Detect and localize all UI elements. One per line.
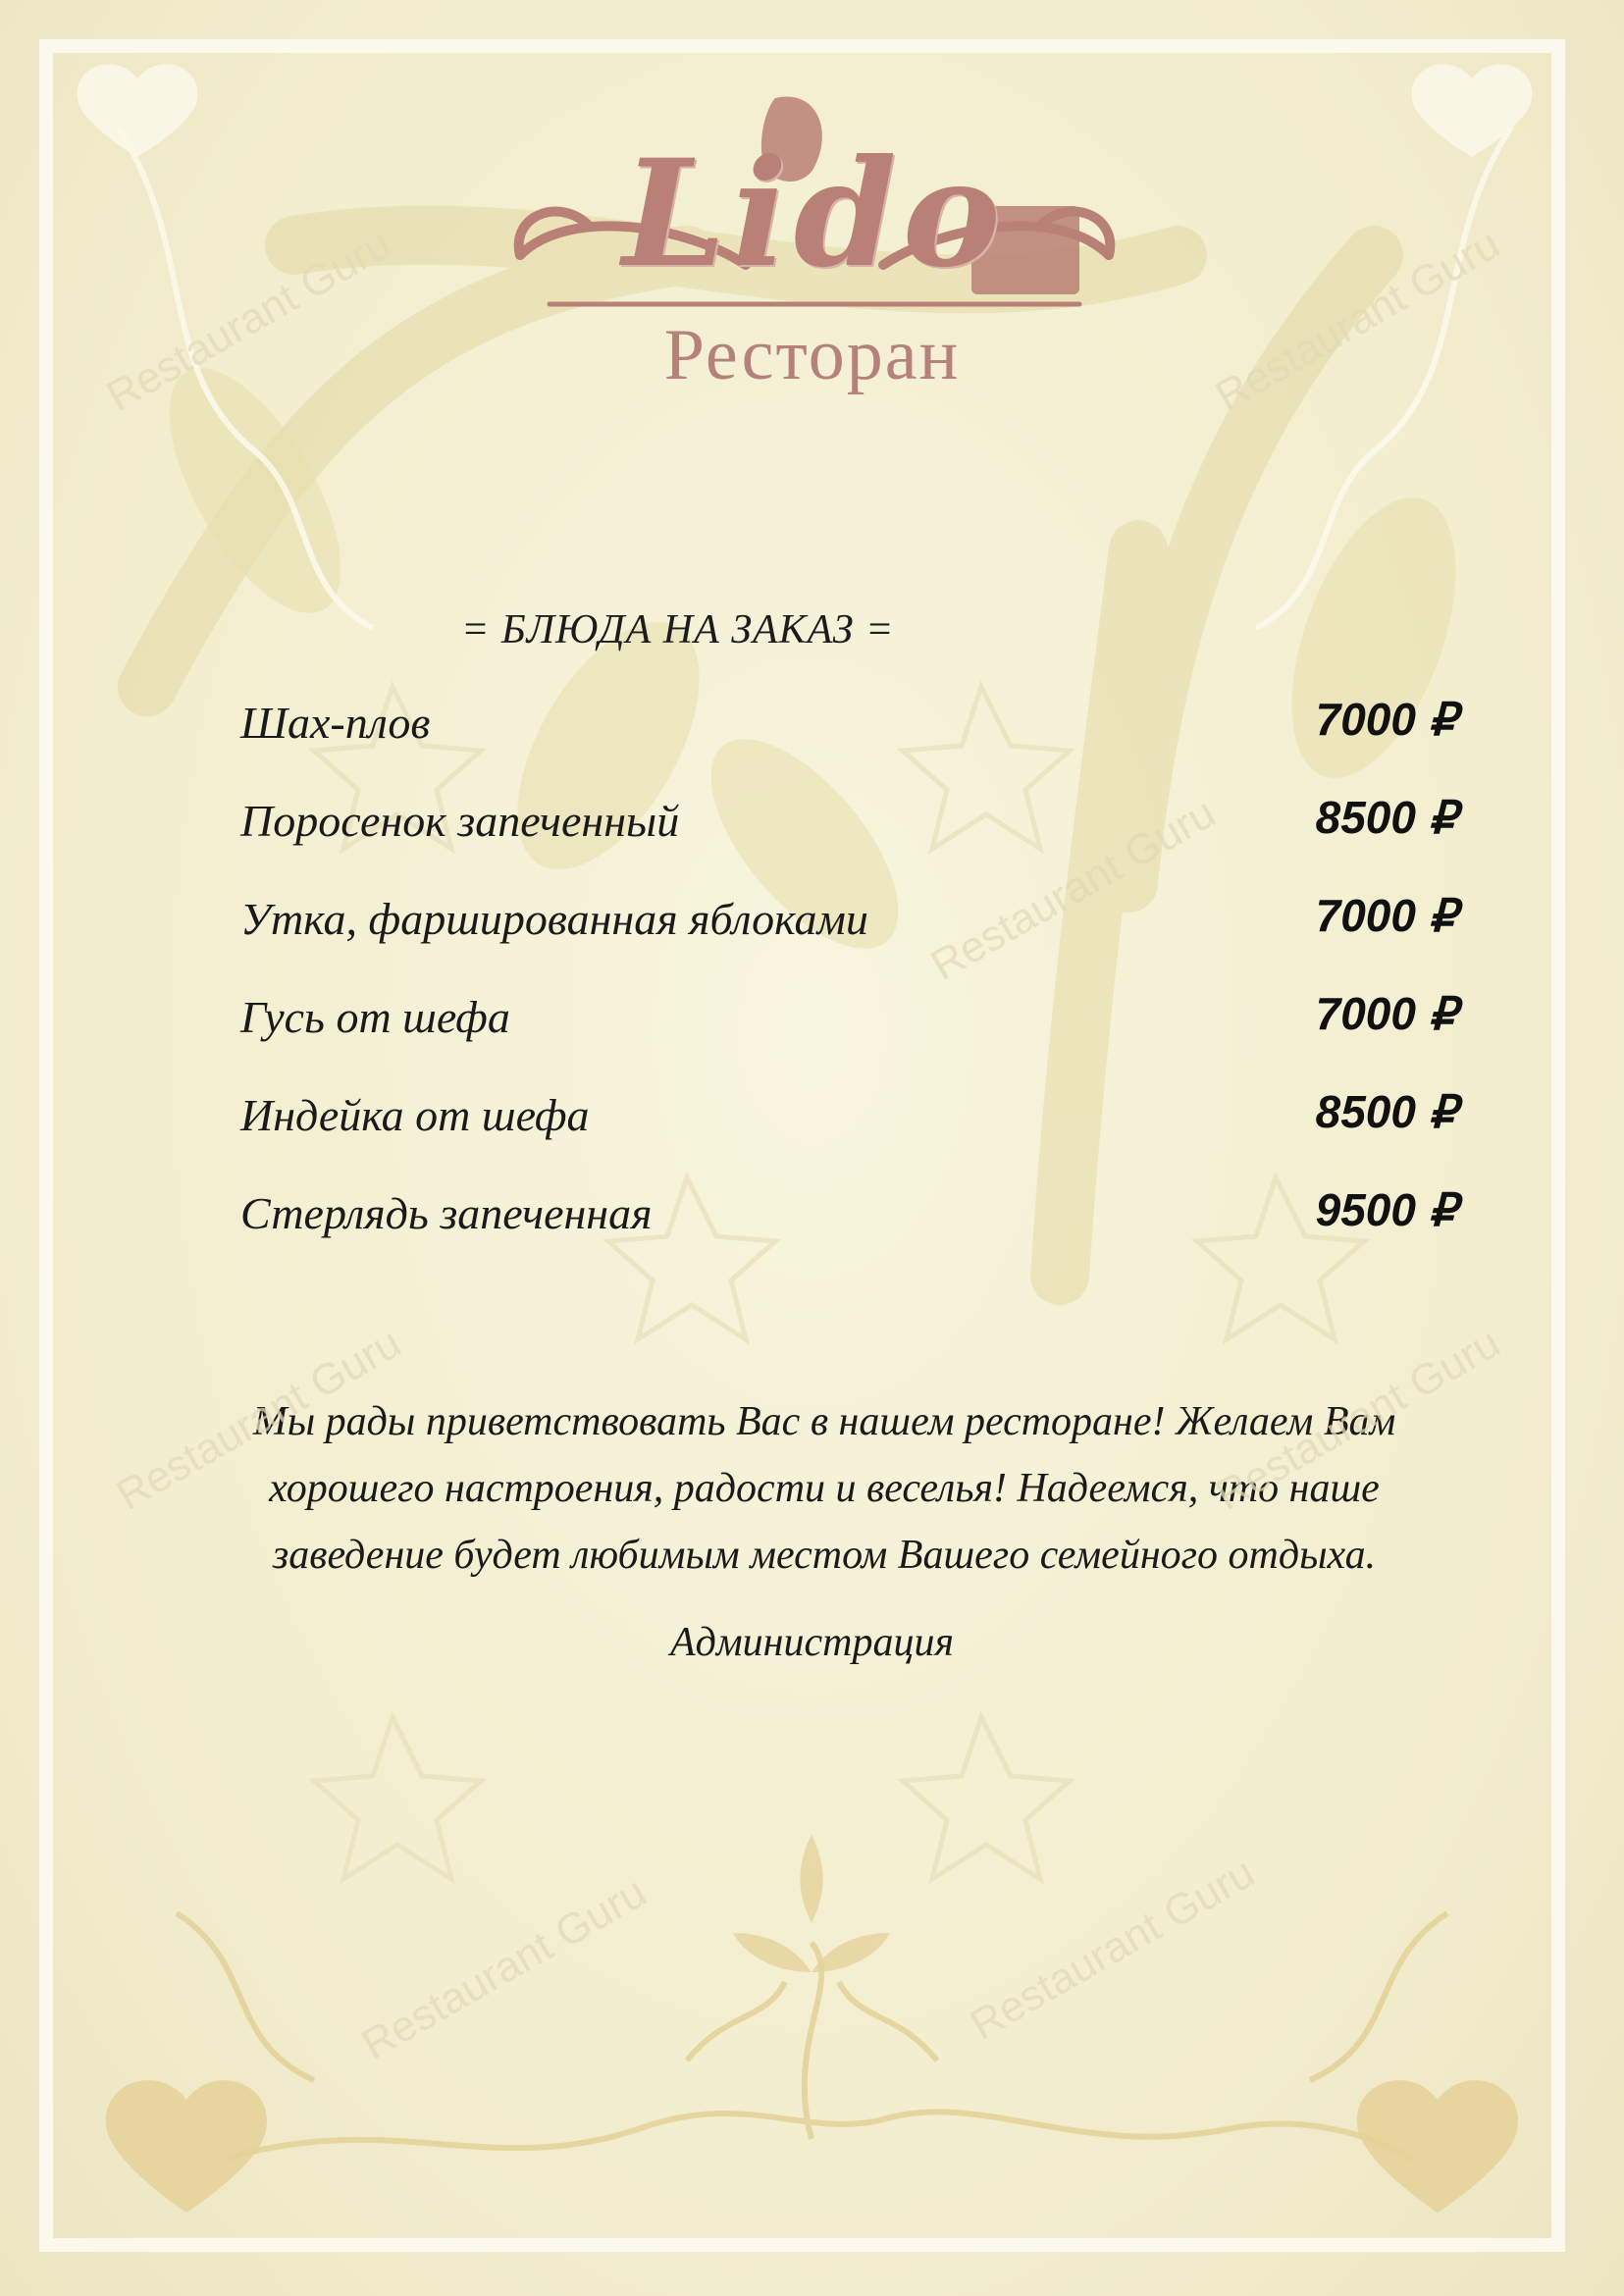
- dish-price: 7000 ₽: [1315, 890, 1457, 941]
- watermark-text: Restaurant Guru: [98, 219, 399, 421]
- dish-name: Гусь от шефа: [240, 992, 510, 1042]
- greeting-line: заведение будет любимым местом Вашего семейного отдыха.: [272, 1533, 1377, 1578]
- dish-price: 7000 ₽: [1315, 988, 1457, 1039]
- watermark-text: Restaurant Guru: [962, 1848, 1263, 2050]
- watermark-text: Restaurant Guru: [922, 788, 1224, 990]
- restaurant-subtitle: Ресторан: [663, 315, 961, 395]
- dish-name: Поросенок запеченный: [240, 796, 680, 846]
- watermark-text: Restaurant Guru: [1207, 219, 1508, 421]
- dish-name: Утка, фаршированная яблоками: [240, 894, 868, 944]
- dish-name: Индейка от шефа: [240, 1090, 590, 1140]
- greeting-line: Мы рады приветствовать Вас в нашем ресторане! Желаем Вам: [252, 1399, 1396, 1444]
- watermark-text: Restaurant Guru: [1207, 1318, 1508, 1520]
- signature: Администрация: [669, 1620, 955, 1665]
- dish-name: Стерлядь запеченная: [240, 1188, 653, 1238]
- dish-name: Шах-плов: [240, 698, 431, 748]
- dish-price: 7000 ₽: [1315, 694, 1457, 745]
- watermark-text: Restaurant Guru: [108, 1318, 409, 1520]
- dish-price: 8500 ₽: [1315, 792, 1457, 843]
- section-title: = БЛЮДА НА ЗАКАЗ =: [461, 607, 895, 652]
- watermark-text: Restaurant Guru: [353, 1867, 655, 2069]
- greeting-line: хорошего настроения, радости и веселья! Надеемся, что наше: [269, 1466, 1380, 1511]
- logo-wordmark: Lido: [622, 128, 1007, 300]
- dish-price: 9500 ₽: [1315, 1184, 1457, 1235]
- dish-price: 8500 ₽: [1315, 1086, 1457, 1137]
